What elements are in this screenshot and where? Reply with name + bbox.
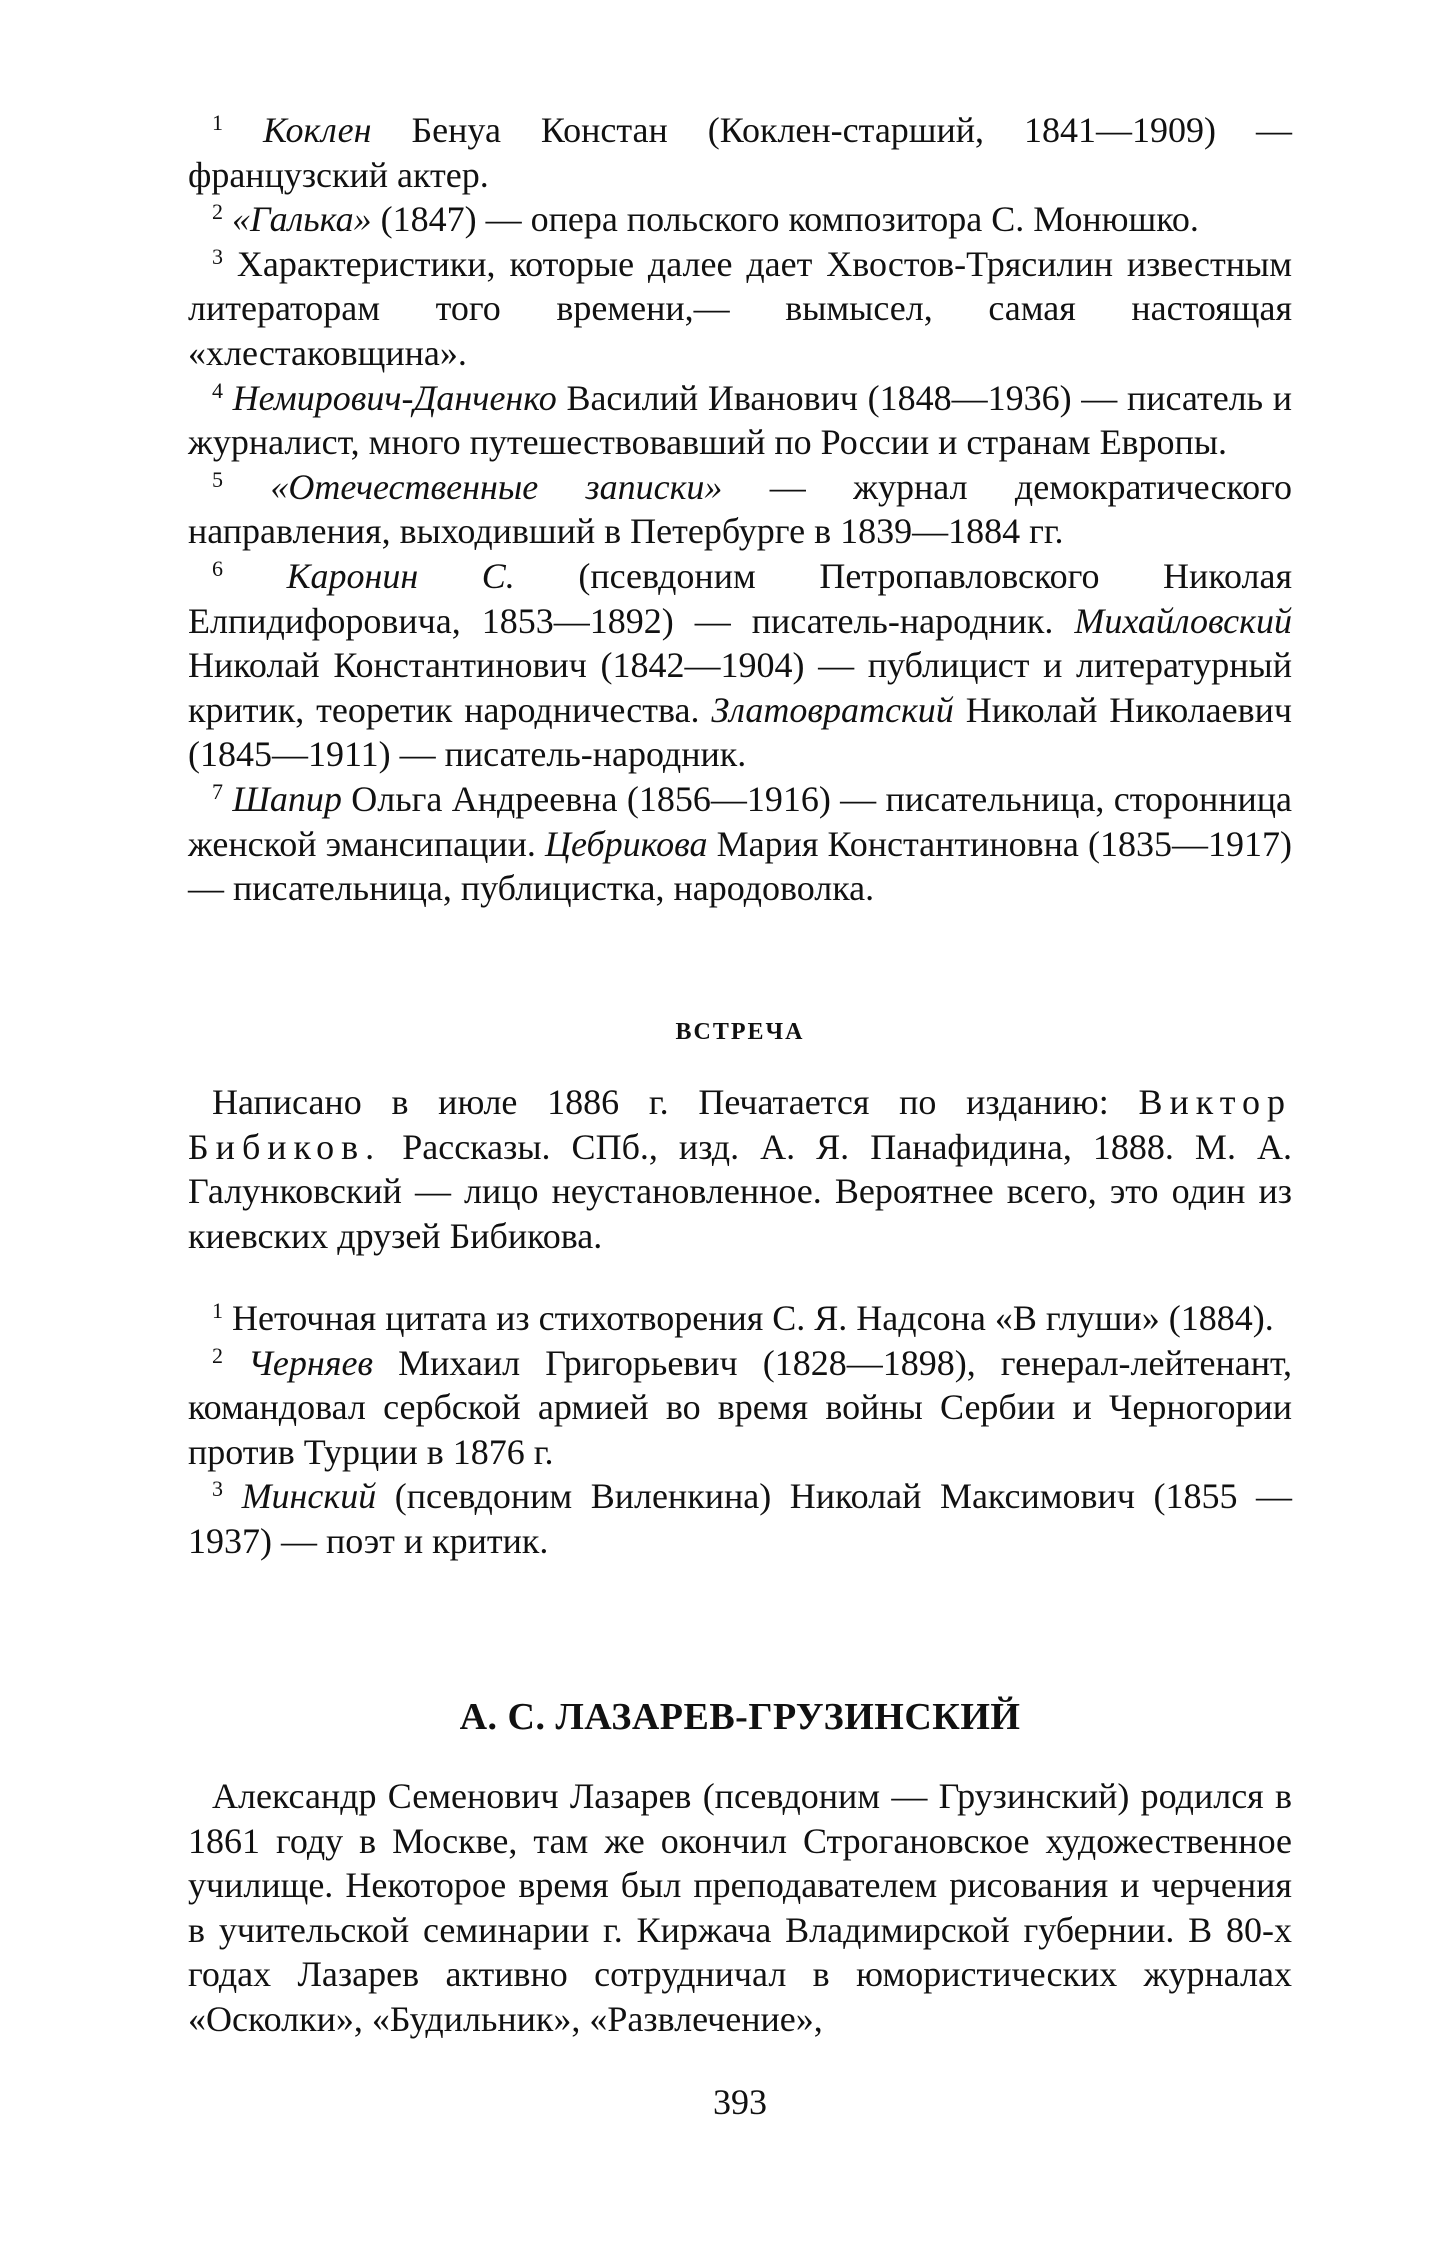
footnote-a1: $^1$ Коклен Бенуа Констан (Коклен-старший, 1841—1909) — французский актер. (188, 110, 1292, 195)
vstrecha-intro: Написано в июле 1886 г. Печатается по изданию: Виктор Бибиков. Рассказы. СПб., изд. А. Я. Панафидина, 1888. М. А. Галунковский — лицо неустановленное. Вероятнее всего, это один из киевских друзей Бибикова. (188, 1082, 1292, 1256)
section-heading-vstrecha: ВСТРЕЧА (675, 1019, 805, 1045)
footnote-b3: $^3$ Минский (псевдоним Виленкина) Николай Максимович (1855 — 1937) — поэт и критик. (188, 1476, 1293, 1561)
footnote-a4: $^4$ Немирович-Данченко Василий Иванович (1848—1936) — писатель и журналист, много путешествовавший по России и странам Европы. (188, 377, 1292, 463)
vstrecha-intro-block (188, 1080, 1292, 1258)
footnote-b2: $^2$ Черняев Михаил Григорьевич (1828—1898), генерал-лейтенант, командовал сербской армией во время войны Сербии и Черногории против Турции в 1876 г. (188, 1342, 1292, 1472)
lazarev-bio-block (188, 1774, 1292, 2042)
lazarev-bio-paragraph: Александр Семенович Лазарев (псевдоним — Грузинский) родился в 1861 году в Москве, там же окончил Строгановское художественное училище. Некоторое время был преподавателем рисования и черчения в учительской семинарии г. Киржача Владимирской губернии. В 80-х годах Лазарев активно сотрудничал в юмористических журналах «Осколки», «Будильник», «Развлечение», (188, 1776, 1292, 2039)
footnotes-block-a (188, 108, 1292, 911)
footnote-a3: $^3$ Характеристики, которые далее дает Хвостов-Трясилин известным литераторам того времени,— вымысел, самая настоящая «хлестаковщина». (188, 243, 1292, 373)
footnote-a6: $^6$ Каронин С. (псевдоним Петропавловского Николая Елпидифоровича, 1853—1892) — писатель-народник. Михайловский Николай Константинович (1842—1904) — публицист и литературный критик, теоретик народничества. Златовратский Николай Николаевич (1845—1911) — писатель-народник. (188, 555, 1293, 775)
section-heading-lazarev: А. С. ЛАЗАРЕВ-ГРУЗИНСКИЙ (459, 1696, 1021, 1738)
footnote-b1: $^1$ Неточная цитата из стихотворения С. Я. Надсона «В глуши» (1884). (212, 1298, 1274, 1338)
footnote-a7: $^7$ Шапир Ольга Андреевна (1856—1916) — писательница, сторонница женской эмансипации. Цебрикова Мария Константиновна (1835—1917) — писательница, публицистка, народоволка. (188, 778, 1293, 909)
footnote-a5: $^5$ «Отечественные записки» — журнал демократического направления, выходивший в Петербурге в 1839—1884 гг. (188, 466, 1292, 552)
footnotes-block-b (188, 1296, 1292, 1564)
page-number: 393 (713, 2082, 767, 2122)
footnote-a2: $^2$ «Галька» (1847) — опера польского композитора С. Монюшко. (212, 199, 1199, 240)
